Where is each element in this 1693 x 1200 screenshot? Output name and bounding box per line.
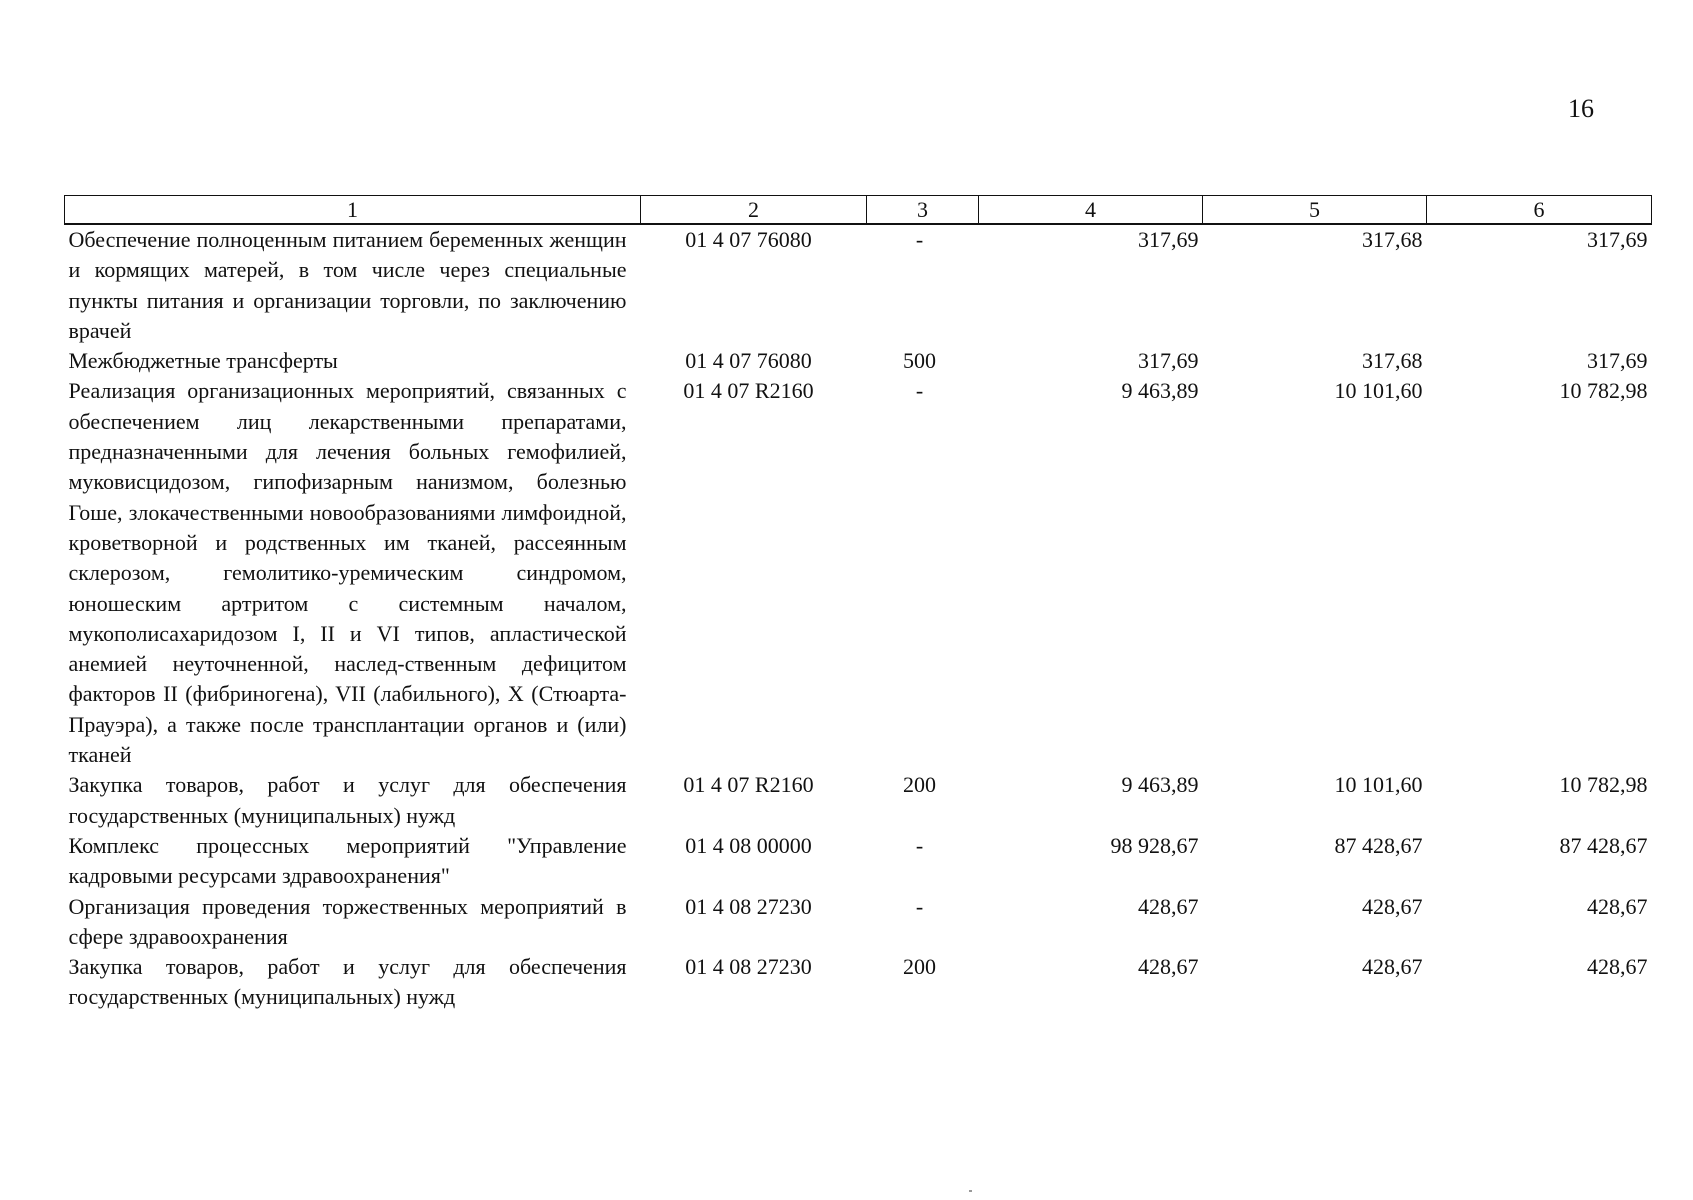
row-value-col6: 428,67 bbox=[1587, 893, 1648, 919]
row-value-col4: 317,69 bbox=[1138, 227, 1199, 252]
row-value-col5: 10 101,60 bbox=[1334, 772, 1423, 798]
row-value-col4: 9 463,89 bbox=[1121, 772, 1199, 798]
row-value-col5: 428,67 bbox=[1362, 954, 1423, 980]
scan-speck bbox=[969, 1190, 972, 1192]
table-row bbox=[65, 892, 1652, 953]
row-name: Комплекс процессных мероприятий "Управление кадровыми ресурсами здравоохранения" bbox=[68, 832, 627, 889]
row-code: 01 4 08 27230 bbox=[685, 893, 812, 919]
row-name: Обеспечение полноценным питанием беременных женщин и кормящих матерей, в том числе через специальные пункты питания и организации торговли, по заключению врачей bbox=[68, 227, 627, 343]
table-row bbox=[65, 224, 1652, 346]
row-value-col6: 10 782,98 bbox=[1559, 772, 1648, 798]
row-value-col6: 87 428,67 bbox=[1559, 832, 1648, 858]
row-value-col5: 428,67 bbox=[1362, 893, 1423, 919]
header-col-5: 5 bbox=[1203, 196, 1427, 225]
row-code: 01 4 07 R2160 bbox=[683, 772, 814, 798]
row-value-col5: 10 101,60 bbox=[1334, 378, 1423, 404]
row-value-col6: 428,67 bbox=[1587, 954, 1648, 980]
row-name: Реализация организационных мероприятий, связанных с обеспечением лиц лекарственными препаратами, предназначенными для лечения больных гемофилией, муковисцидозом, гипофизарным нанизмом, болезнью Гоше, злокачественными новообразованиями лимфоидной, кроветворной и родственных им тканей, рассеянным склерозом, гемолитико-уремическим синдромом, юношеским артритом с системным началом, мукополисахаридозом I, II и VI типов, апластической анемией неуточненной, наслед-ственным дефицитом факторов II (фибриногена), VII (лабильного), X (Стюарта-Прауэра), а также после трансплантации органов и (или) тканей bbox=[68, 378, 627, 768]
row-expense-type: - bbox=[915, 832, 924, 858]
row-expense-type: - bbox=[915, 378, 924, 404]
row-code: 01 4 08 00000 bbox=[685, 832, 812, 858]
table-header bbox=[65, 196, 1652, 225]
row-code: 01 4 07 76080 bbox=[685, 227, 812, 252]
row-value-col4: 98 928,67 bbox=[1110, 832, 1199, 858]
table-row bbox=[65, 346, 1652, 376]
table-row bbox=[65, 770, 1652, 831]
row-value-col6: 317,69 bbox=[1587, 227, 1648, 252]
row-code: 01 4 07 R2160 bbox=[683, 378, 814, 404]
table-body bbox=[65, 224, 1652, 1013]
table-row bbox=[65, 952, 1652, 1013]
budget-table bbox=[64, 195, 1652, 1013]
row-value-col4: 9 463,89 bbox=[1121, 378, 1199, 404]
header-row bbox=[65, 196, 1652, 225]
row-name: Межбюджетные трансферты bbox=[68, 348, 338, 374]
row-value-col6: 317,69 bbox=[1587, 348, 1648, 374]
row-value-col4: 428,67 bbox=[1138, 954, 1199, 980]
row-code: 01 4 07 76080 bbox=[685, 348, 812, 374]
table-row bbox=[65, 376, 1652, 770]
page-number: 16 bbox=[1568, 94, 1594, 123]
header-col-3: 3 bbox=[867, 196, 979, 225]
row-name: Закупка товаров, работ и услуг для обеспечения государственных (муниципальных) нужд bbox=[68, 772, 627, 828]
row-value-col6: 10 782,98 bbox=[1559, 378, 1648, 404]
row-expense-type: 200 bbox=[903, 954, 936, 980]
row-expense-type: 200 bbox=[903, 772, 936, 798]
row-value-col5: 317,68 bbox=[1362, 227, 1423, 252]
table-row bbox=[65, 831, 1652, 892]
row-expense-type: - bbox=[915, 893, 924, 919]
header-col-6: 6 bbox=[1427, 196, 1652, 225]
row-expense-type: 500 bbox=[903, 348, 936, 374]
header-col-2: 2 bbox=[641, 196, 867, 225]
row-value-col5: 317,68 bbox=[1362, 348, 1423, 374]
row-expense-type: - bbox=[915, 227, 924, 252]
row-value-col4: 428,67 bbox=[1138, 893, 1199, 919]
row-code: 01 4 08 27230 bbox=[685, 954, 812, 980]
row-value-col4: 317,69 bbox=[1138, 348, 1199, 374]
header-col-4: 4 bbox=[979, 196, 1203, 225]
row-name: Организация проведения торжественных мероприятий в сфере здравоохранения bbox=[68, 893, 627, 949]
header-col-1: 1 bbox=[65, 196, 641, 225]
row-name: Закупка товаров, работ и услуг для обеспечения государственных (муниципальных) нужд bbox=[68, 954, 627, 1010]
row-value-col5: 87 428,67 bbox=[1334, 832, 1423, 858]
